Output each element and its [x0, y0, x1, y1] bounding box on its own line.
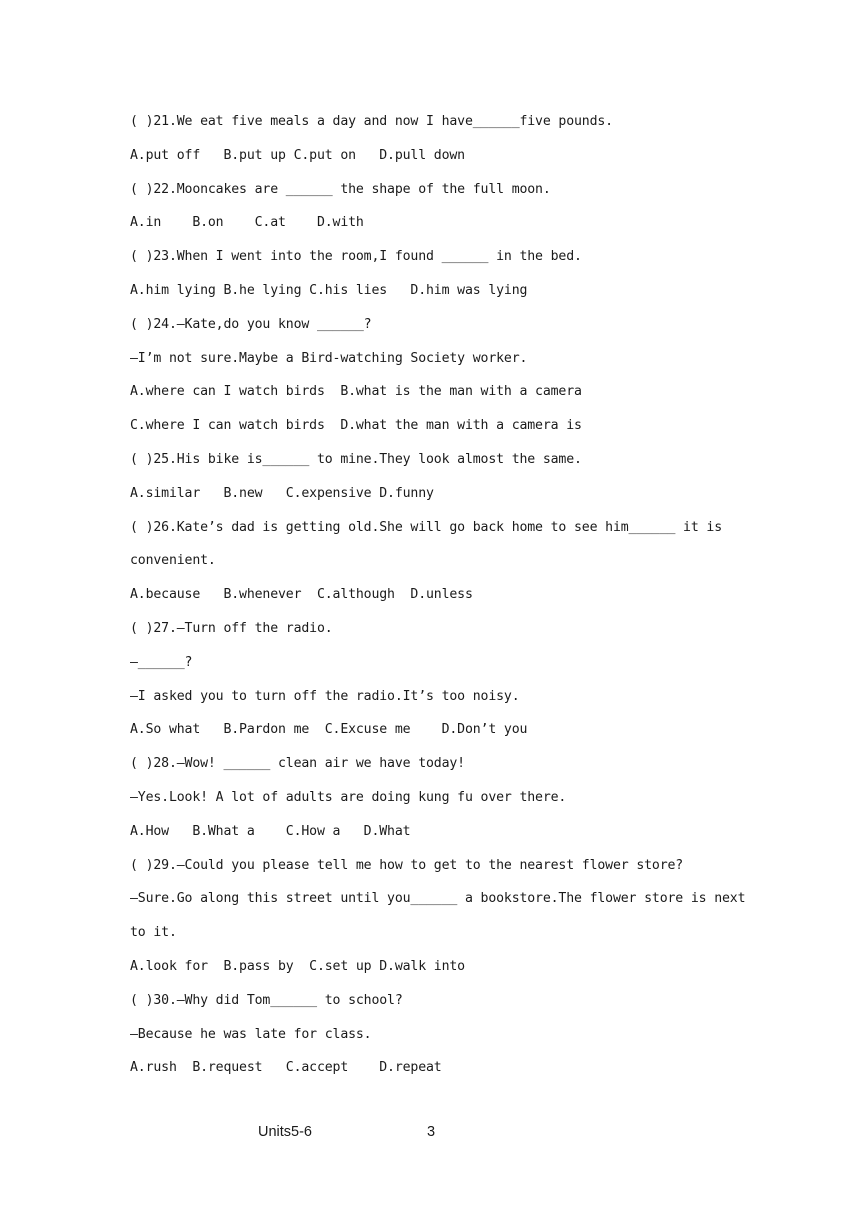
text-line: ( )27.—Turn off the radio.: [130, 620, 333, 636]
text-line: —Yes.Look! A lot of adults are doing kung fu over there.: [130, 789, 567, 805]
text-line: A.rush B.request C.accept D.repeat: [130, 1060, 442, 1076]
text-line: C.where I can watch birds D.what the man with a camera is: [130, 418, 582, 434]
text-line: A.put off B.put up C.put on D.pull down: [130, 147, 465, 163]
text-line: ( )29.—Could you please tell me how to get to the nearest flower store?: [130, 857, 684, 873]
text-line: ( )21.We eat five meals a day and now I have______five pounds.: [130, 114, 613, 129]
text-line: convenient.: [130, 553, 216, 569]
text-line: A.similar B.new C.expensive D.funny: [130, 485, 434, 501]
text-line: —Because he was late for class.: [130, 1026, 372, 1042]
text-line: ( )24.—Kate,do you know ______?: [130, 316, 372, 332]
page-footer: [0, 1124, 860, 1148]
text-line: A.How B.What a C.How a D.What: [130, 823, 411, 839]
text-line: A.look for B.pass by C.set up D.walk into: [130, 958, 465, 974]
text-line: —I asked you to turn off the radio.It’s too noisy.: [130, 688, 520, 704]
text-line: —I’m not sure.Maybe a Bird-watching Society worker.: [130, 350, 528, 366]
text-line: ( )30.—Why did Tom______ to school?: [130, 992, 403, 1008]
text-line: A.So what B.Pardon me C.Excuse me D.Don’t you: [130, 722, 528, 738]
footer-unit-label: Units5-6: [258, 1124, 312, 1140]
text-line: ( )23.When I went into the room,I found ______ in the bed.: [130, 249, 582, 265]
text-line: ( )22.Mooncakes are ______ the shape of the full moon.: [130, 181, 551, 197]
text-line: to it.: [130, 925, 177, 941]
text-line: A.him lying B.he lying C.his lies D.him was lying: [130, 282, 528, 298]
text-line: A.in B.on C.at D.with: [130, 215, 364, 231]
text-line: A.because B.whenever C.although D.unless: [130, 587, 473, 603]
text-line: A.where can I watch birds B.what is the man with a camera: [130, 384, 582, 400]
footer-page-number: 3: [427, 1124, 436, 1140]
text-line: ( )26.Kate’s dad is getting old.She will go back home to see him______ it is: [130, 519, 723, 535]
question-list: [130, 111, 770, 1091]
text-line: —Sure.Go along this street until you______ a bookstore.The flower store is next: [130, 891, 746, 907]
text-line: —______?: [130, 654, 193, 670]
text-line: ( )28.—Wow! ______ clean air we have today!: [130, 756, 465, 772]
text-line: ( )25.His bike is______ to mine.They look almost the same.: [130, 451, 582, 467]
